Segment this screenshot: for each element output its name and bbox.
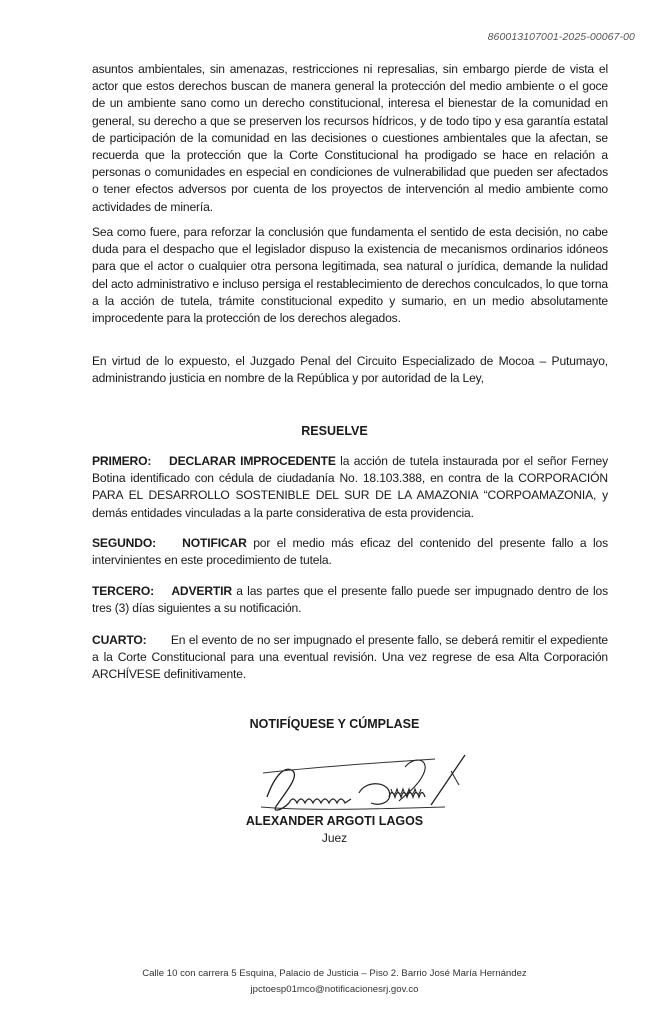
resolution-item-segundo <box>92 535 608 569</box>
document-id: 860013107001-2025-00067-00 <box>487 31 635 43</box>
paragraph-ordinary-mechanisms: Sea como fuere, para reforzar la conclusión que fundamenta el sentido de esta decisión, no cabe duda para el despacho que el legislador dispuso la existencia de mecanismos ordinarios idóneos para que el actor o cualquier otra persona legitimada, sea natural o jurídica, demande la nulidad del acto administrativo e incluso persiga el restablecimiento de derechos conculcados, lo que torna a la acción de tutela, trámite constitucional expedito y sumario, en un medio absolutamente improcedente para la protección de los derechos alegados. <box>92 225 608 326</box>
signer-name: ALEXANDER ARGOTI LAGOS <box>245 814 424 828</box>
closing-formula: NOTIFÍQUESE Y CÚMPLASE <box>249 717 420 731</box>
paragraph-environmental-rights: asuntos ambientales, sin amenazas, restricciones ni represalias, sin embargo pierde de vista el actor que estos derechos buscan de manera general la protección del medio ambiente o el goce de un ambiente sano como un derecho constitucional, interesa el bienestar de la comunidad en general, su derecho a que se preserven los recursos hídricos, y de todo tipo y esa garantía estatal de participación de la comunidad en las decisiones o cuestiones ambientales que la afectan, se recuerda que la protección que la Corte Constitucional ha prodigado se hace en relación a personas o comunidades en especial en condiciones de vulnerabilidad que pueden ser afectados o tener efectos adversos por cuenta de los proyectos de intervención al medio ambiente como actividades de minería. <box>92 62 608 214</box>
item-text: a las partes que el presente fallo puede ser impugnado dentro de los tres (3) días siguientes a su notificación. <box>92 584 608 616</box>
signer-role: Juez <box>321 831 348 845</box>
resuelve-heading: RESUELVE <box>301 424 368 438</box>
resolution-item-tercero <box>92 583 608 617</box>
item-text: En el evento de no ser impugnado el presente fallo, se deberá remitir el expediente a la Corte Constitucional para una eventual revisión. Una vez regrese de esa Alta Corporación ARCHÍVESE definitivamente. <box>92 633 608 682</box>
item-label: SEGUNDO: <box>92 536 156 550</box>
item-text: la acción de tutela instaurada por el señor Ferney Botina identificado con cédula de ciudadanía No. 18.103.388, en contra de la CORPORACIÓN PARA EL DESARROLLO SOSTENIBLE DEL SUR DE LA AMAZONIA “CORPOAMAZONIA, y demás entidades vinculadas a la parte considerativa de esta providencia. <box>92 454 608 520</box>
item-verb: ADVERTIR <box>171 584 232 598</box>
item-label: PRIMERO: <box>92 454 152 468</box>
paragraph-in-virtue: En virtud de lo expuesto, el Juzgado Penal del Circuito Especializado de Mocoa – Putumayo, administrando justicia en nombre de la República y por autoridad de la Ley, <box>92 354 608 386</box>
item-text: por el medio más eficaz del contenido del presente fallo a los intervinientes en este procedimiento de tutela. <box>92 536 608 568</box>
resolution-item-cuarto <box>92 632 608 684</box>
item-verb: NOTIFICAR <box>182 536 247 550</box>
footer-address: Calle 10 con carrera 5 Esquina, Palacio de Justicia – Piso 2. Barrio José María Hernández <box>142 968 527 979</box>
item-label: CUARTO: <box>92 633 147 647</box>
resolution-item-primero <box>92 453 608 522</box>
footer-email: jpctoesp01mco@notificacionesrj.gov.co <box>250 984 419 995</box>
item-label: TERCERO: <box>92 584 154 598</box>
item-verb: DECLARAR IMPROCEDENTE <box>169 454 336 468</box>
